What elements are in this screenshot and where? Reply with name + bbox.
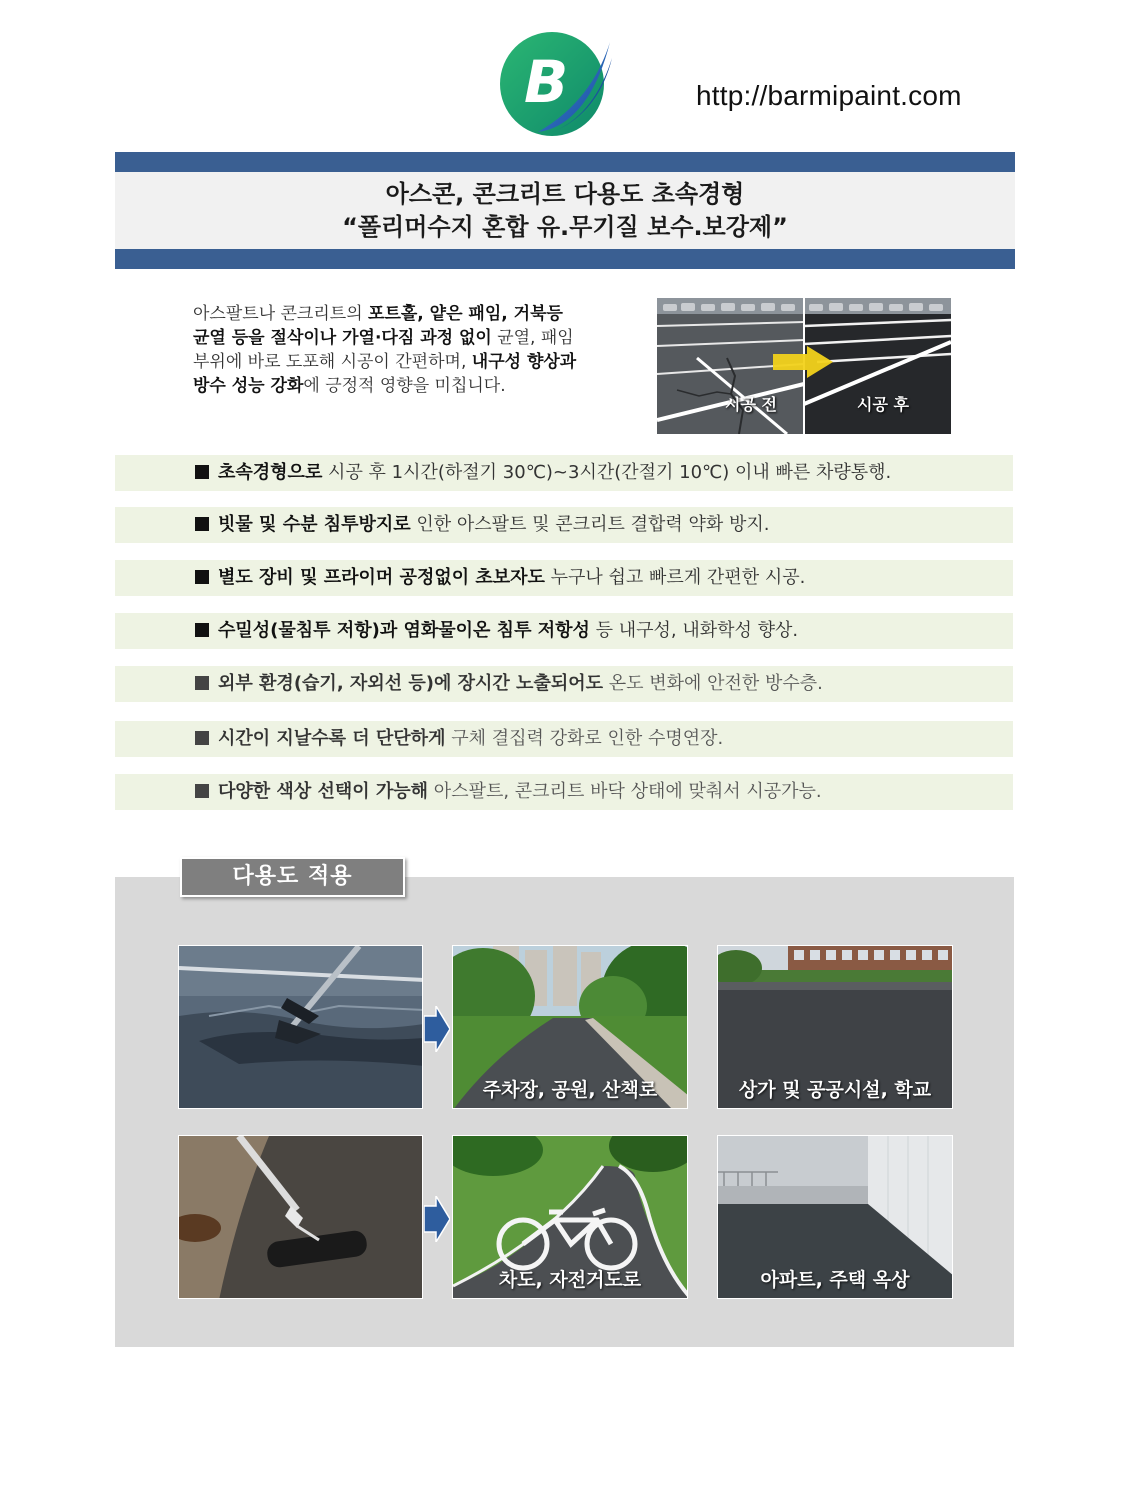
feature-item: 시간이 지날수록 더 단단하게 구체 결집력 강화로 인한 수명연장. [115,721,1013,757]
barmi-logo [500,28,612,140]
feature-item: 다양한 색상 선택이 가능해 아스팔트, 콘크리트 바닥 상태에 맞춰서 시공가능. [115,774,1013,810]
title-line-1: 아스콘, 콘크리트 다용도 초속경형 [385,180,745,208]
feature-item: 빗물 및 수분 침투방지로 인한 아스팔트 및 콘크리트 결합력 약화 방지. [115,507,1013,543]
roller-application-photo [178,1135,423,1299]
bullet-square-icon [195,517,209,531]
title-line-2: “폴리머수지 혼합 유.무기질 보수.보강제” [342,213,788,241]
caption-rooftop: 아파트, 주택 옥상 [760,1269,910,1291]
intro-paragraph: 아스팔트나 콘크리트의 포트홀, 얕은 패임, 거북등 균열 등을 절삭이나 가열·다짐 과정 없이 균열, 패임 부위에 바로 도포해 시공이 간편하며, 내구성 향상과 방수 성능 강화에 긍정적 영향을 미칩니다. [193,304,577,396]
logo-letter: B [524,48,569,116]
commercial-lot-photo [717,945,953,1109]
rooftop-photo [717,1135,953,1299]
after-label: 시공 후 [857,395,909,414]
right-arrow-icon [424,1006,450,1052]
website-url[interactable]: http://barmipaint.com [696,80,962,111]
park-path-photo [452,945,688,1109]
before-after-photo [657,298,951,434]
caption-bike: 차도, 자전거도로 [498,1269,642,1291]
feature-item: 별도 장비 및 프라이머 공정없이 초보자도 누구나 쉽고 빠르게 간편한 시공. [115,560,1013,596]
applications-section-title: 다용도 적용 [180,857,405,897]
bullet-square-icon [195,784,209,798]
right-arrow-icon [424,1196,450,1242]
bullet-square-icon [195,465,209,479]
feature-item: 외부 환경(습기, 자외선 등)에 장시간 노출되어도 온도 변화에 안전한 방수층. [115,666,1013,702]
title-band-bottom [115,249,1015,269]
bullet-square-icon [195,731,209,745]
title-band-top [115,152,1015,172]
bullet-square-icon [195,676,209,690]
bullet-square-icon [195,570,209,584]
bike-lane-photo [452,1135,688,1299]
bullet-square-icon [195,623,209,637]
feature-item: 수밀성(물침투 저항)과 염화물이온 침투 저항성 등 내구성, 내화학성 향상. [115,613,1013,649]
caption-commercial: 상가 및 공공시설, 학교 [738,1079,932,1101]
title-box [115,172,1015,249]
feature-item: 초속경형으로 시공 후 1시간(하절기 30℃)~3시간(간절기 10℃) 이내 빠른 차량통행. [115,455,1013,491]
caption-park: 주차장, 공원, 산책로 [482,1079,658,1101]
squeegee-application-photo [178,945,423,1109]
before-label: 시공 전 [725,395,777,414]
